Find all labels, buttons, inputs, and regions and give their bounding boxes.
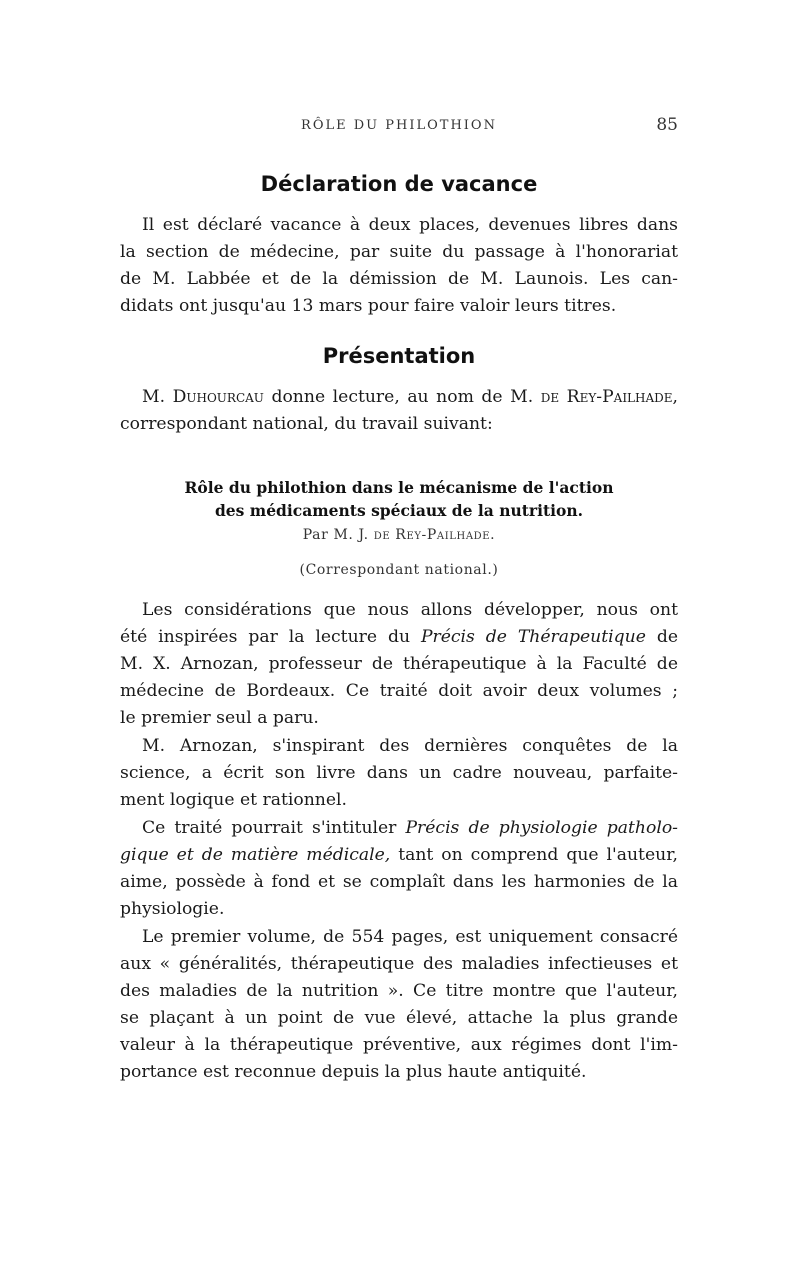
author-name: Rey-Pailhade, bbox=[559, 387, 679, 407]
text-fragment: été inspirées par la lecture du bbox=[120, 627, 421, 647]
text-line: M. Arnozan, s'inspirant des dernières conquêtes de la bbox=[142, 736, 678, 756]
text-line: science, a écrit son livre dans un cadre nouveau, parfaite- bbox=[120, 763, 678, 783]
text-line: Le premier volume, de 554 pages, est uniquement consacré bbox=[142, 927, 678, 947]
text-fragment: de bbox=[645, 627, 678, 647]
particle: de bbox=[373, 527, 391, 543]
body-paragraph-3 bbox=[120, 815, 678, 923]
presentation-heading: Présentation bbox=[322, 344, 476, 368]
text-line bbox=[120, 815, 678, 842]
presentation-paragraph bbox=[120, 384, 678, 438]
body-paragraph-4 bbox=[120, 924, 678, 1086]
page-number: 85 bbox=[656, 115, 678, 135]
running-title: RÔLE DU PHILOTHION bbox=[301, 118, 497, 133]
body-paragraph-2 bbox=[120, 733, 678, 814]
declaration-paragraph bbox=[120, 212, 678, 320]
affiliation: (Correspondant national.) bbox=[299, 562, 499, 578]
text-line bbox=[120, 624, 678, 651]
text-line: M. X. Arnozan, professeur de thérapeutique à la Faculté de bbox=[120, 654, 678, 674]
text-line: correspondant national, du travail suivant: bbox=[120, 414, 493, 434]
text-line: ment logique et rationnel. bbox=[120, 790, 347, 810]
text-line: portance est reconnue depuis la plus haute antiquité. bbox=[120, 1062, 587, 1082]
text-line bbox=[120, 384, 678, 411]
text-line: Il est déclaré vacance à deux places, devenues libres dans bbox=[142, 215, 678, 235]
text-line: de M. Labbée et de la démission de M. Launois. Les can- bbox=[120, 269, 678, 289]
text-fragment: M. bbox=[142, 387, 173, 407]
declaration-heading: Déclaration de vacance bbox=[260, 172, 538, 196]
author-name: Duhourcau bbox=[172, 387, 264, 407]
author-name: Rey-Pailhade. bbox=[390, 527, 496, 543]
book-title: Précis de Thérapeutique bbox=[420, 627, 646, 647]
text-line: des maladies de la nutrition ». Ce titre montre que l'auteur, bbox=[120, 981, 678, 1001]
book-title: Précis de physiologie patholo- bbox=[405, 818, 678, 838]
article-title-line: Rôle du philothion dans le mécanisme de l'action bbox=[184, 478, 614, 497]
text-line: Les considérations que nous allons développer, nous ont bbox=[142, 600, 678, 620]
text-line: la section de médecine, par suite du passage à l'honorariat bbox=[120, 242, 678, 262]
byline bbox=[120, 527, 678, 543]
running-head bbox=[120, 115, 678, 140]
text-line: physiologie. bbox=[120, 899, 225, 919]
byline-prefix: Par M. J. bbox=[302, 527, 374, 543]
text-fragment: donne lecture, au nom de M. bbox=[263, 387, 541, 407]
book-title: gique et de matière médicale, bbox=[120, 845, 391, 865]
text-line bbox=[120, 842, 678, 869]
text-line: didats ont jusqu'au 13 mars pour faire valoir leurs titres. bbox=[120, 296, 617, 316]
text-line: aime, possède à fond et se complaît dans les harmonies de la bbox=[120, 872, 678, 892]
text-line: valeur à la thérapeutique préventive, aux régimes dont l'im- bbox=[120, 1035, 678, 1055]
text-line: médecine de Bordeaux. Ce traité doit avoir deux volumes ; bbox=[120, 681, 678, 701]
body-paragraph-1 bbox=[120, 597, 678, 732]
article-title-line: des médicaments spéciaux de la nutrition. bbox=[214, 501, 584, 520]
text-line: aux « généralités, thérapeutique des maladies infectieuses et bbox=[120, 954, 678, 974]
article-title bbox=[120, 476, 678, 522]
text-line: se plaçant à un point de vue élevé, attache la plus grande bbox=[120, 1008, 678, 1028]
text-fragment: tant on comprend que l'auteur, bbox=[390, 845, 678, 865]
particle: de bbox=[540, 387, 560, 407]
text-line: le premier seul a paru. bbox=[120, 708, 319, 728]
text-fragment: Ce traité pourrait s'intituler bbox=[142, 818, 406, 838]
